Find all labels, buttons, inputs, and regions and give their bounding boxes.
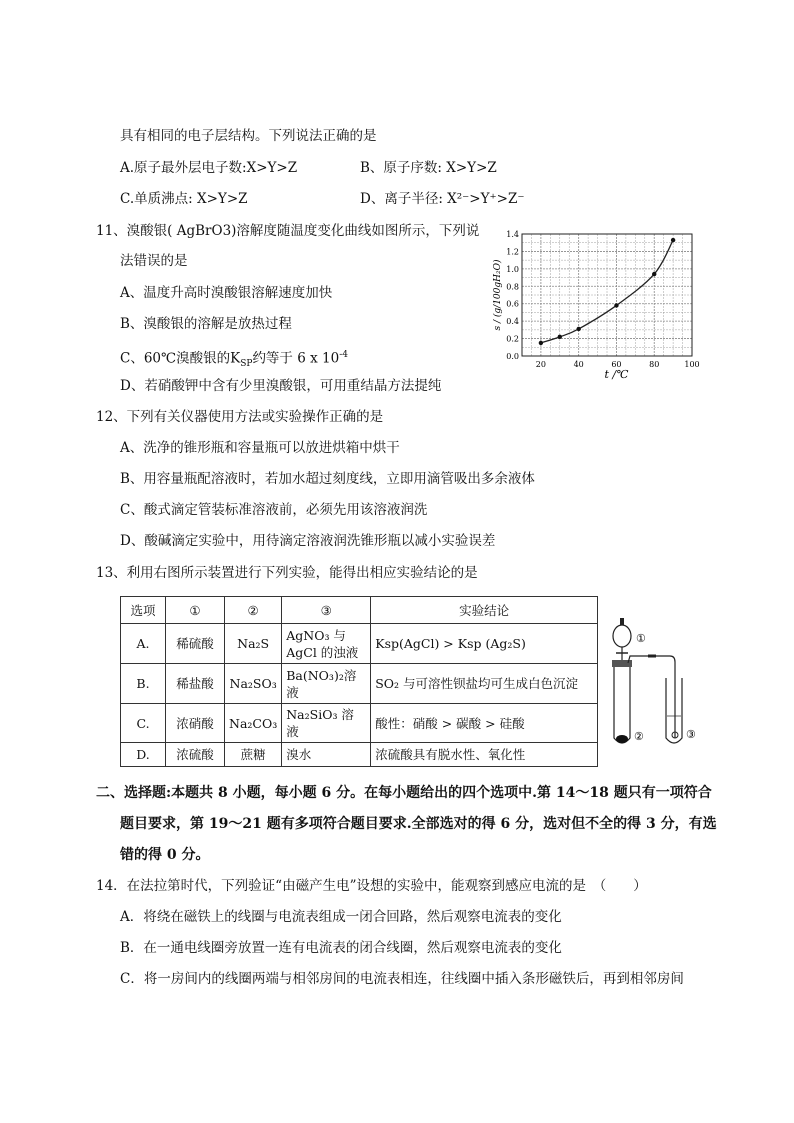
q10-stem-tail: 具有相同的电子层结构。下列说法正确的是 [120,128,377,144]
q11-option-b: B、溴酸银的溶解是放热过程 [120,316,292,332]
label-3: ③ [686,728,696,741]
q10-option-b: B、原子序数: X>Y>Z [360,160,497,176]
data-point [652,272,656,276]
header-col1: ① [166,597,225,624]
x-tick-label: 60 [611,360,622,369]
y-tick-label: 1.2 [506,247,519,257]
data-point [671,238,675,242]
table-row: C. 浓硝酸 Na₂CO₃ Na₂SiO₃ 溶液 酸性：硝酸 > 碳酸 > 硅酸 [121,704,598,743]
y-tick-label: 0.8 [506,282,519,292]
q12-option-c: C、酸式滴定管装标准溶液前，必须先用该溶液润洗 [120,502,428,518]
section2-line1: 二、选择题:本题共 8 小题，每小题 6 分。在每小题给出的四个选项中.第 14～18 题只有一项符合 [96,785,712,801]
y-tick-label: 1.4 [506,230,519,239]
header-option: 选项 [121,597,166,624]
q11-option-a: A、温度升高时溴酸银溶解速度加快 [120,285,333,301]
x-tick-label: 20 [535,360,546,369]
y-tick-label: 0.6 [506,299,519,309]
x-tick-label: 40 [573,360,584,369]
q10-option-d: D、离子半径: X²⁻>Y⁺>Z⁻ [360,191,525,207]
x-axis-label: t /℃ [604,368,629,381]
y-tick-label: 0.0 [506,352,519,361]
y-tick-label: 1.0 [506,264,519,274]
q11-option-c: C、60℃溴酸银的$K_{SP}$约等于 6 x $10^{-4}$ [120,350,348,370]
chart-ticks [506,230,699,369]
table-header-row [121,597,598,624]
table-row: D. 浓硫酸 蔗糖 溴水 浓硫酸具有脱水性、氧化性 [121,743,598,767]
x-tick-label: 80 [649,360,660,369]
header-col3: ③ [282,597,371,624]
data-point [614,303,618,307]
section2-line3: 错的得 0 分。 [120,847,210,863]
label-2: ② [634,730,644,743]
label-1: ① [636,632,646,645]
data-point [576,327,580,331]
q12-option-b: B、用容量瓶配溶液时，若加水超过刻度线，立即用滴管吸出多余液体 [120,471,535,487]
chart-grid [522,234,692,356]
q11-stem-line2: 法错误的是 [120,253,188,269]
q12-stem: 12、下列有关仪器使用方法或实验操作正确的是 [96,409,384,425]
table-row: A. 稀硫酸 Na₂S AgNO₃ 与 AgCl 的浊液 Ksp(AgCl) > Ksp (Ag₂S) [121,624,598,664]
y-tick-label: 0.4 [506,317,519,327]
y-axis-label: s / (g/100gH₂O) [493,259,503,331]
header-col2: ② [225,597,282,624]
q10-option-a: A.原子最外层电子数:X>Y>Z [120,160,298,176]
q13-stem: 13、利用右图所示装置进行下列实验，能得出相应实验结论的是 [96,565,478,581]
q14-option-b: B．在一通电线圈旁放置一连有电流表的闭合线圈，然后观察电流表的变化 [120,940,562,956]
q13-table [120,596,598,767]
q14-option-a: A．将绕在磁铁上的线圈与电流表组成一闭合回路，然后观察电流表的变化 [120,909,562,925]
q11-stem-line1: 11、溴酸银( AgBrO3)溶解度随温度变化曲线如图所示，下列说 [96,223,480,239]
table-row: B. 稀盐酸 Na₂SO₃ Ba(NO₃)₂溶液 SO₂ 与可溶性钡盐均可生成白色沉淀 [121,664,598,704]
data-point [539,341,543,345]
q12-option-a: A、洗净的锥形瓶和容量瓶可以放进烘箱中烘干 [120,440,400,456]
x-tick-label: 100 [684,360,700,369]
apparatus-diagram [600,598,698,754]
data-point [558,335,562,339]
header-conclusion: 实验结论 [371,597,598,624]
q10-option-c: C.单质沸点: X>Y>Z [120,191,248,207]
q14-option-c: C．将一房间内的线圈两端与相邻房间的电流表相连，往线圈中插入条形磁铁后，再到相邻房间 [120,971,684,987]
q11-option-d: D、若硝酸钾中含有少里溴酸银，可用重结晶方法提纯 [120,378,442,394]
y-tick-label: 0.2 [506,334,519,344]
section2-line2: 题目要求，第 19～21 题有多项符合题目要求.全部选对的得 6 分，选对但不全的得 3 分，有选 [120,816,717,832]
q14-stem: 14．在法拉第时代，下列验证“由磁产生电”设想的实验中，能观察到感应电流的是 （ ） [96,878,647,894]
q12-option-d: D、酸碱滴定实验中，用待滴定溶液润洗锥形瓶以减小实验误差 [120,533,496,549]
solubility-chart [492,226,702,388]
